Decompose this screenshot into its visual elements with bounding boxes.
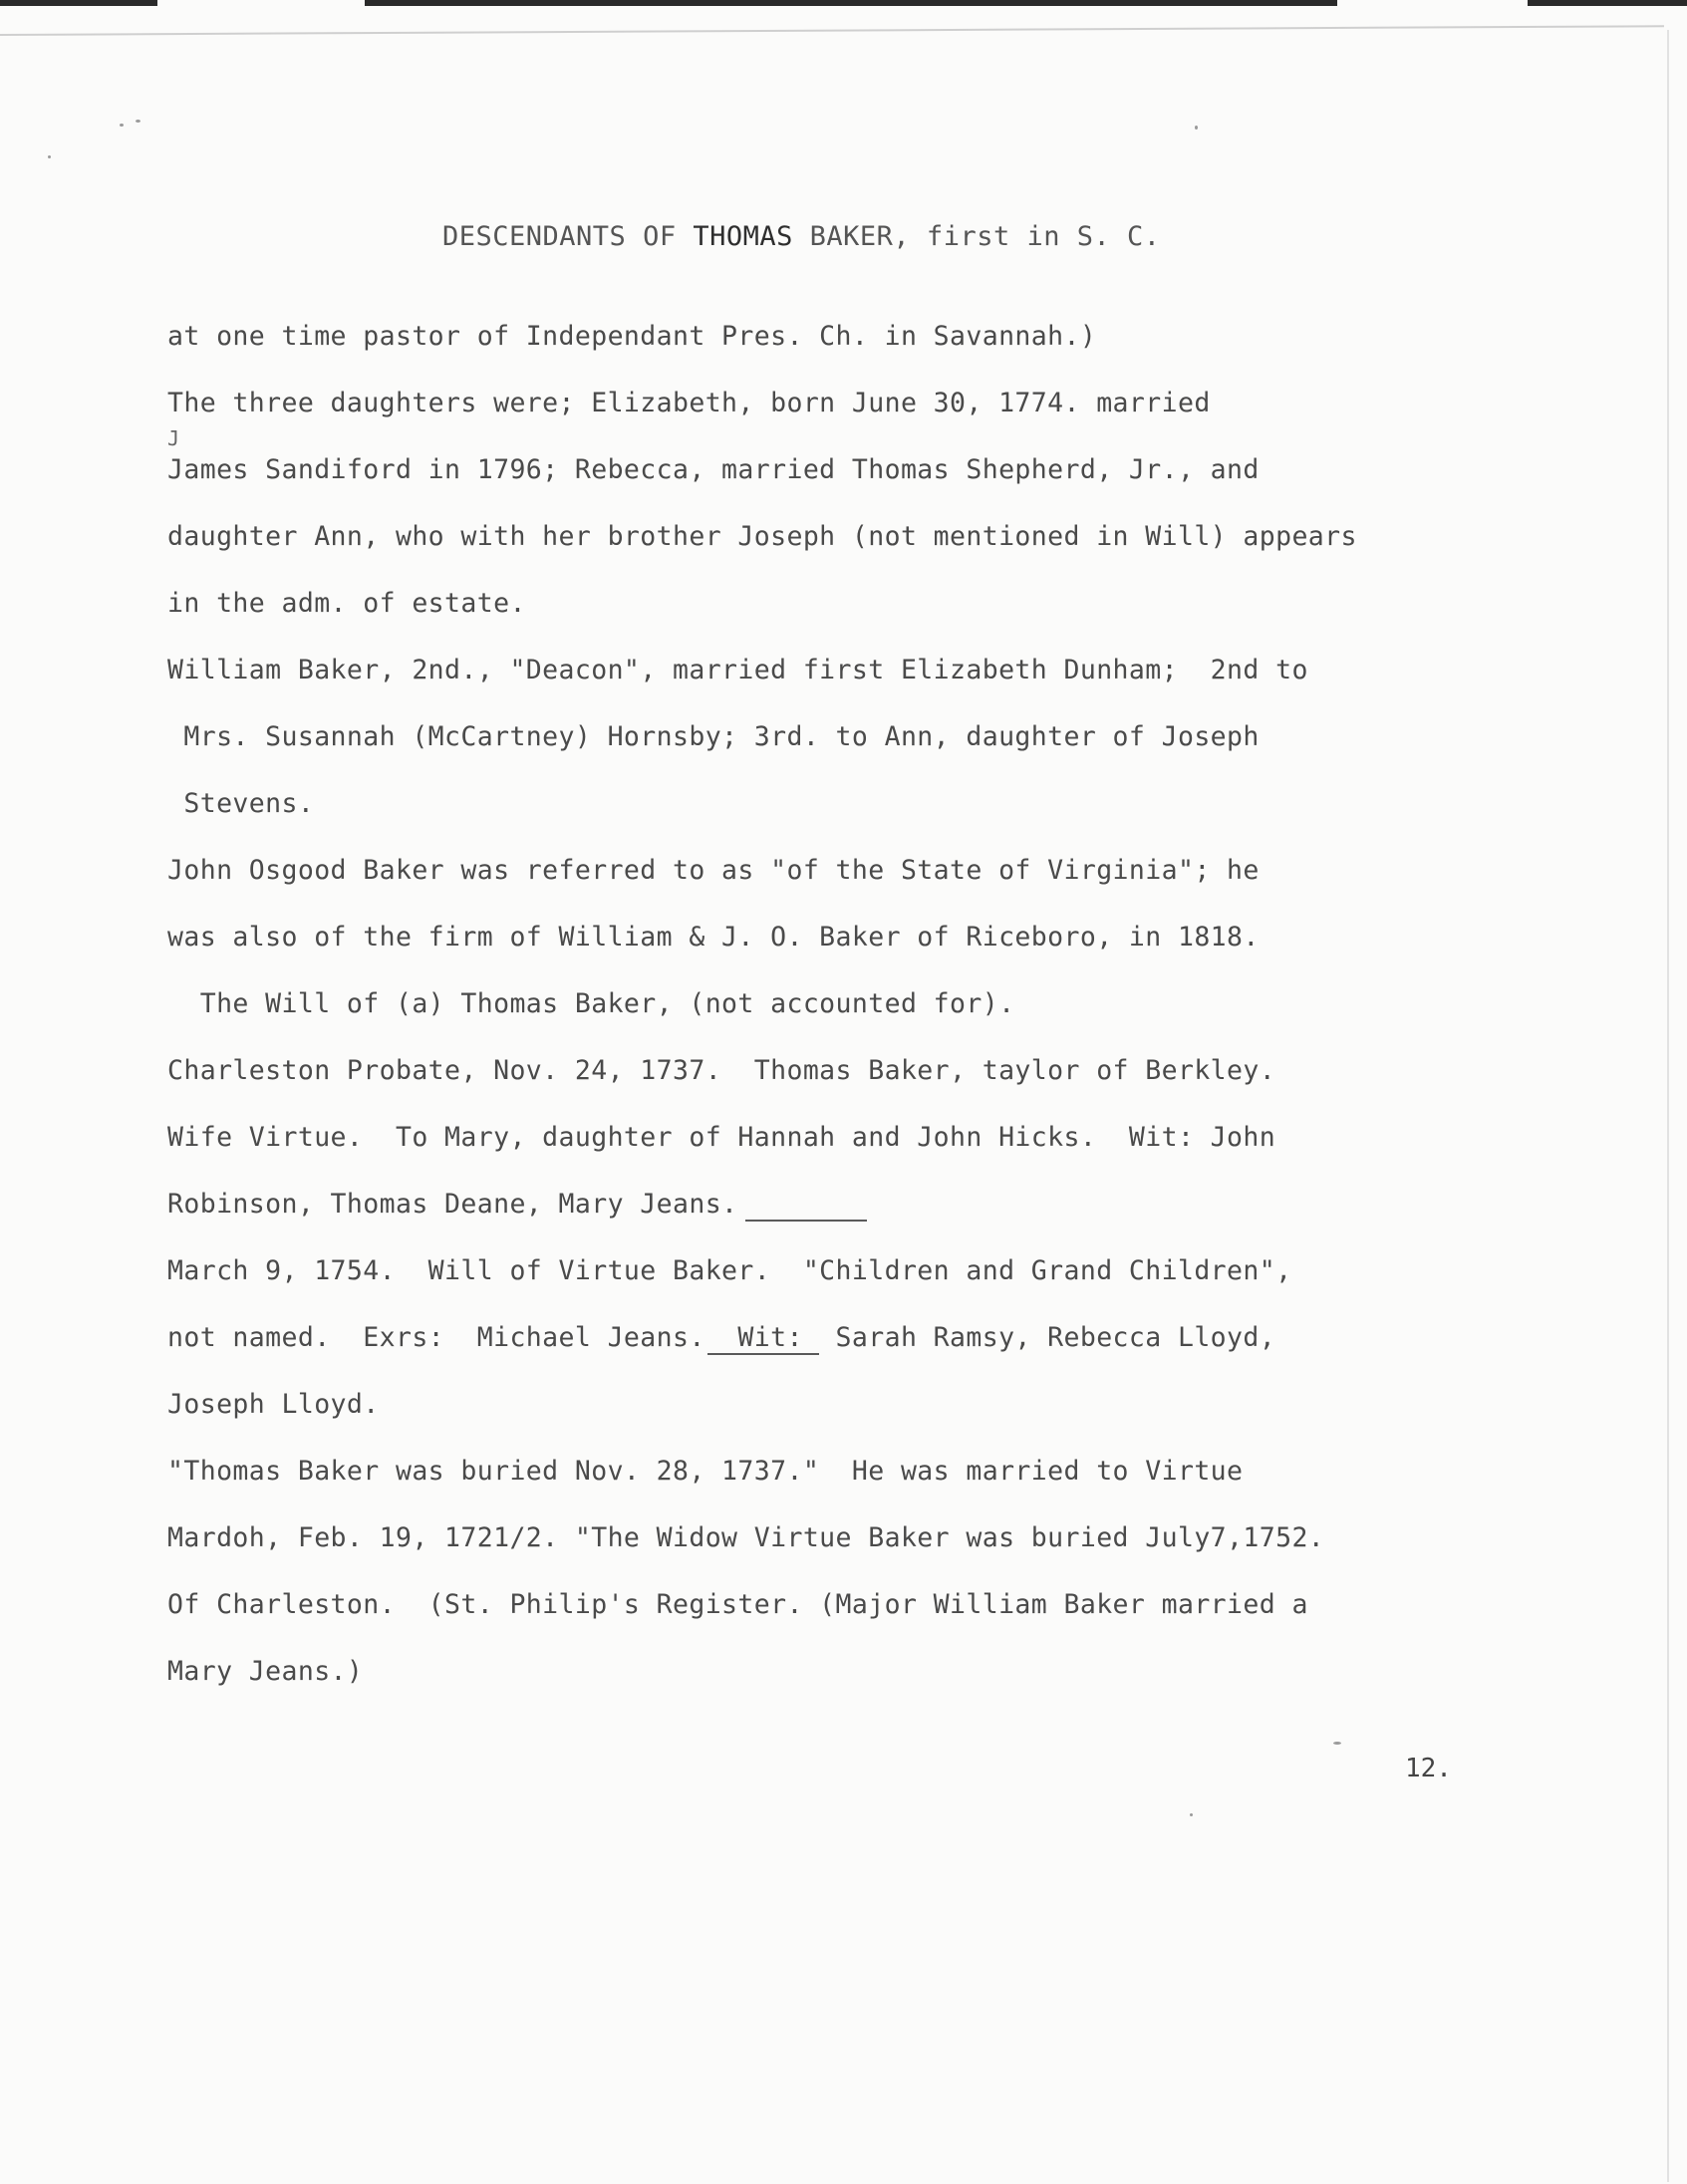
scan-speck <box>120 124 124 127</box>
paper-edge-right <box>1667 30 1669 2182</box>
scan-border-middle <box>365 0 1337 6</box>
text-line: daughter Ann, who with her brother Joseph (not mentioned in Will) appears <box>167 521 1357 552</box>
scan-speck <box>48 155 51 158</box>
text-line: was also of the firm of William & J. O. Baker of Riceboro, in 1818. <box>167 922 1260 953</box>
interlinear-mark: J <box>167 426 180 450</box>
text-line: Charleston Probate, Nov. 24, 1737. Thomas Baker, taylor of Berkley. <box>167 1055 1276 1086</box>
scan-speck <box>1333 1742 1341 1745</box>
scan-speck <box>1190 1813 1193 1816</box>
text-line: not named. Exrs: Michael Jeans. Wit: Sarah Ramsy, Rebecca Lloyd, <box>167 1322 1276 1353</box>
text-line: Stevens. <box>167 788 315 819</box>
paper-edge-top <box>0 25 1664 36</box>
text-line: March 9, 1754. Will of Virtue Baker. "Children and Grand Children", <box>167 1255 1292 1286</box>
text-line: Mary Jeans.) <box>167 1656 364 1687</box>
scan-speck <box>1195 126 1198 130</box>
text-line: Wife Virtue. To Mary, daughter of Hannah and John Hicks. Wit: John <box>167 1122 1276 1153</box>
text-line: in the adm. of estate. <box>167 588 526 619</box>
text-line: The Will of (a) Thomas Baker, (not accounted for). <box>167 988 1015 1019</box>
text-line: William Baker, 2nd., "Deacon", married first Elizabeth Dunham; 2nd to <box>167 655 1308 685</box>
text-line: Robinson, Thomas Deane, Mary Jeans. <box>167 1189 738 1220</box>
text-line: "Thomas Baker was buried Nov. 28, 1737." He was married to Virtue <box>167 1456 1244 1487</box>
scan-border-left <box>0 0 157 6</box>
text-line: Mardoh, Feb. 19, 1721/2. "The Widow Virtue Baker was buried July7,1752. <box>167 1522 1325 1553</box>
text-line: James Sandiford in 1796; Rebecca, married Thomas Shepherd, Jr., and <box>167 454 1260 485</box>
underline-michael-jeans <box>707 1353 819 1355</box>
scan-speck <box>136 120 141 123</box>
page-number: 12. <box>1405 1754 1452 1783</box>
text-line: Mrs. Susannah (McCartney) Hornsby; 3rd. to Ann, daughter of Joseph <box>167 721 1260 752</box>
text-line: Joseph Lloyd. <box>167 1389 380 1420</box>
text-line: The three daughters were; Elizabeth, born June 30, 1774. married <box>167 388 1211 418</box>
underline-jeans <box>745 1220 867 1222</box>
document-title <box>442 221 1161 252</box>
text-line: John Osgood Baker was referred to as "of the State of Virginia"; he <box>167 855 1260 886</box>
text-line: at one time pastor of Independant Pres. Ch. in Savannah.) <box>167 321 1097 352</box>
title-prefix: DESCENDANTS OF <box>442 221 694 252</box>
title-suffix: BAKER, first in S. C. <box>792 221 1161 252</box>
text-line: Of Charleston. (St. Philip's Register. (Major William Baker married a <box>167 1589 1308 1620</box>
title-name: THOMAS <box>693 221 793 252</box>
scan-border-right <box>1528 0 1687 6</box>
